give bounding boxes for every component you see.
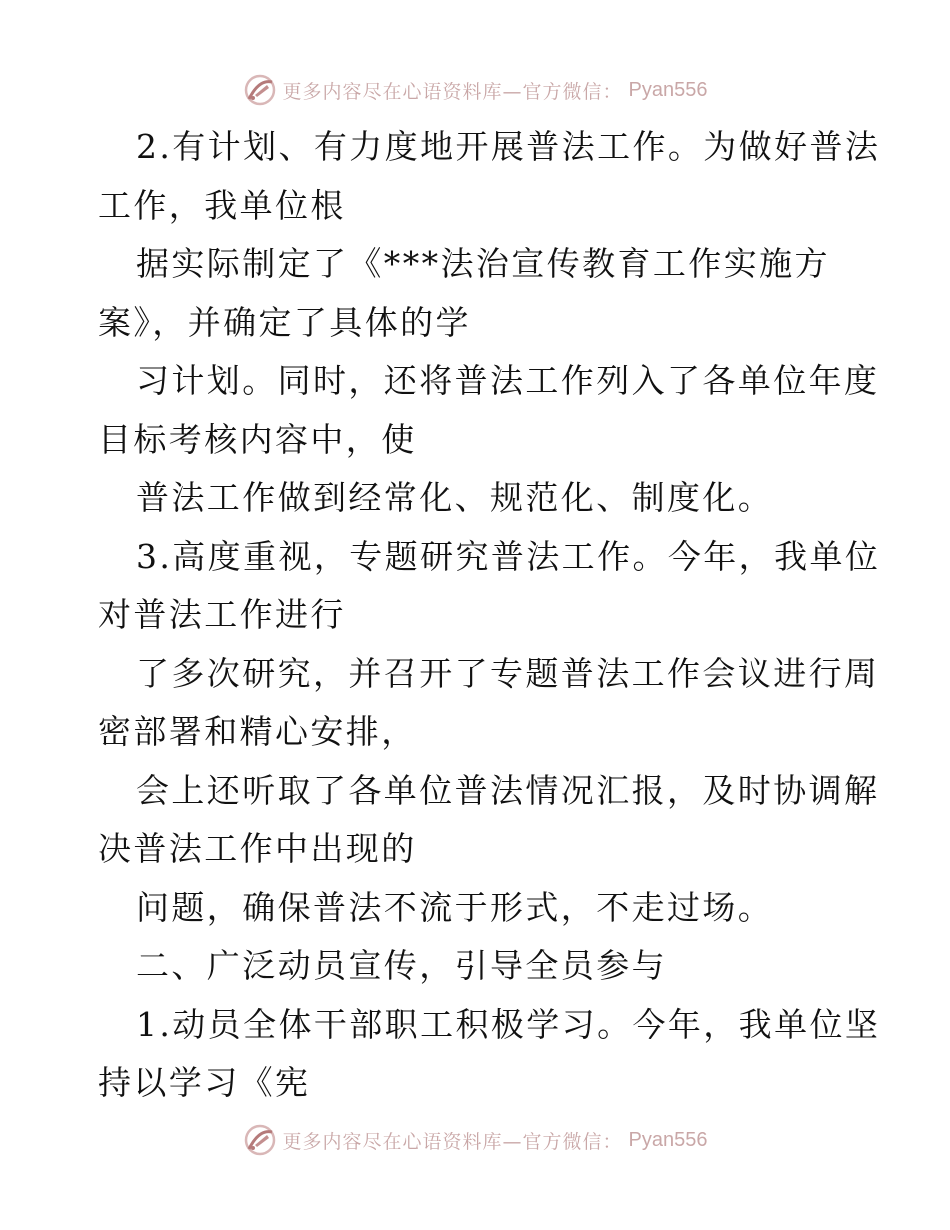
watermark-text: 更多内容尽在心语资料库—官方微信： [282,1130,623,1153]
text-line: 工作，我单位根 [98,185,346,225]
text-line: 了多次研究，并召开了专题普法工作会议进行周 [136,653,880,693]
text-line: 持以学习《宪 [98,1063,311,1102]
footer-watermark [0,1120,950,1160]
header-watermark [0,70,950,110]
text-line: 1.动员全体干部职工积极学习。今年，我单位坚 [136,1004,881,1044]
text-line: 案》，并确定了具体的学 [98,302,471,342]
watermark-id: Pyan556 [628,78,708,101]
text-line: 密部署和精心安排， [98,712,417,751]
text-line: 2.有计划、有力度地开展普法工作。为做好普法 [136,127,881,166]
text-line: 问题，确保普法不流于形式，不走过场。 [136,887,774,927]
pen-logo-icon [243,1123,277,1157]
text-line: 二、广泛动员宣传，引导全员参与 [136,946,667,985]
text-line: 对普法工作进行 [98,595,346,634]
watermark-text: 更多内容尽在心语资料库—官方微信： [282,80,623,103]
text-line: 据实际制定了《***法治宣传教育工作实施方 [136,244,830,283]
text-line: 决普法工作中出现的 [98,829,417,868]
document-body [98,118,881,1113]
pen-logo-icon [243,73,277,107]
text-line: 目标考核内容中，使 [98,419,417,459]
text-line: 3.高度重视，专题研究普法工作。今年，我单位 [136,536,881,576]
text-line: 普法工作做到经常化、规范化、制度化。 [136,478,774,517]
watermark-id: Pyan556 [628,1128,708,1151]
text-line: 习计划。同时，还将普法工作列入了各单位年度 [136,361,880,400]
text-line: 会上还听取了各单位普法情况汇报，及时协调解 [136,770,880,810]
